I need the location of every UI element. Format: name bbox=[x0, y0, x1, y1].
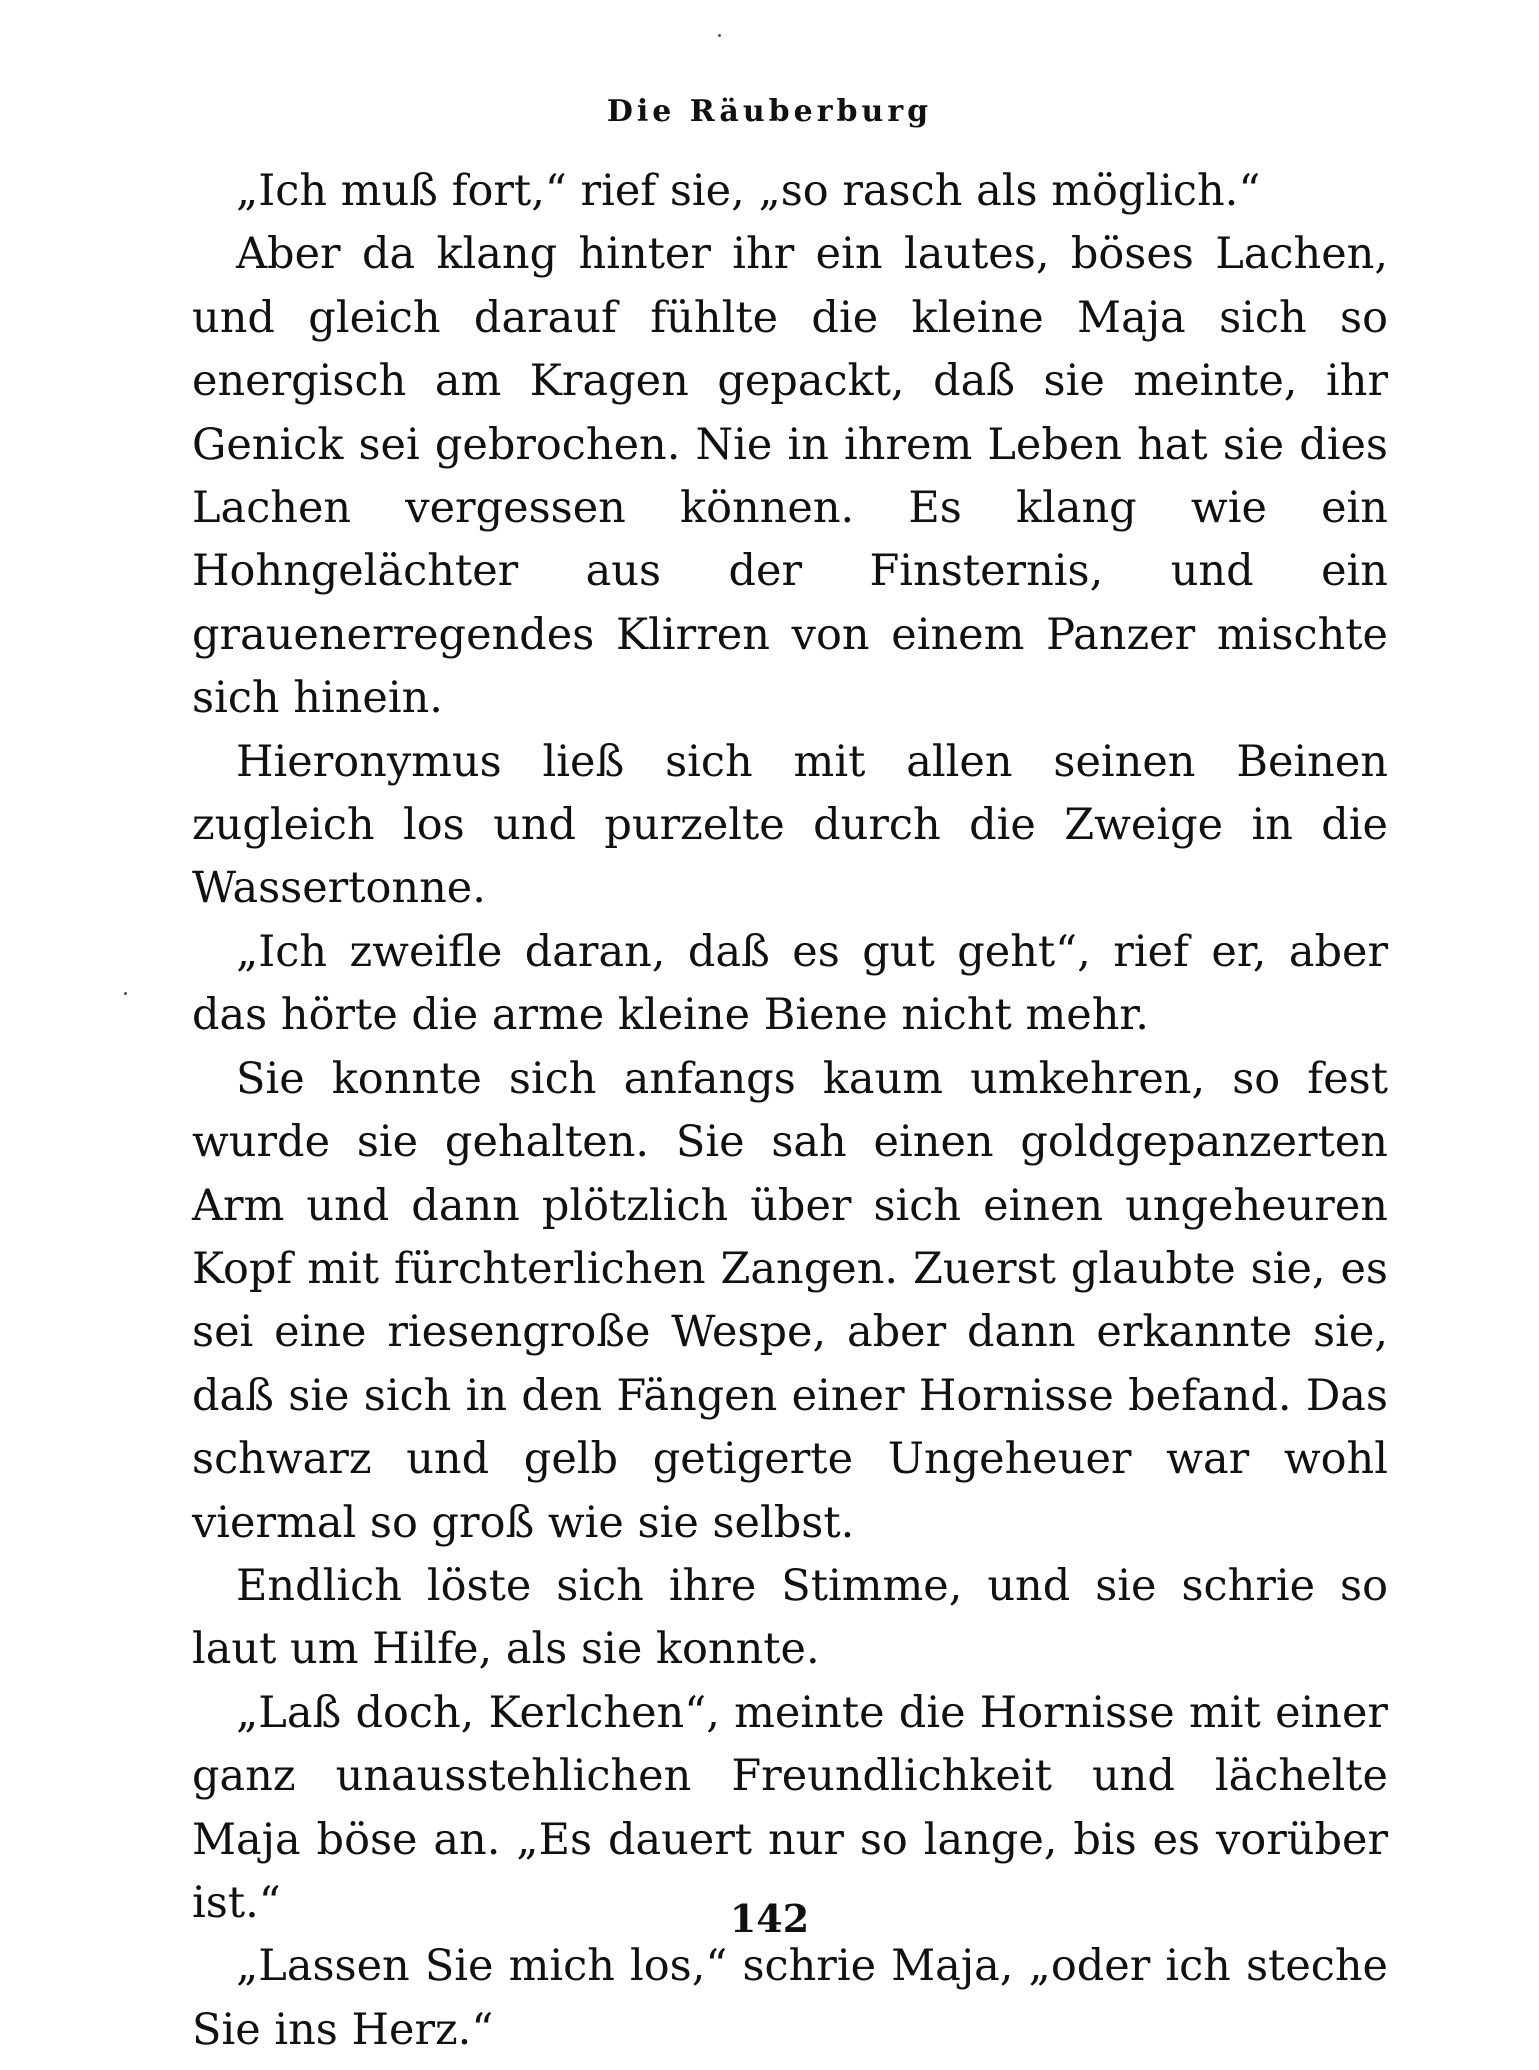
paragraph-4: „Ich zweifle daran, daß es gut geht“, rief er, aber das hörte die arme kleine Biene nicht mehr. bbox=[192, 926, 1388, 1041]
paragraph-1: „Ich muß fort,“ rief sie, „so rasch als möglich.“ bbox=[236, 166, 1261, 216]
running-title: Die Räuberburg bbox=[606, 94, 933, 129]
page-number: 142 bbox=[729, 1896, 810, 1941]
paragraph-7: „Laß doch, Kerlchen“, meinte die Hornisse mit einer ganz unausstehlichen Freundlichkeit und lächelte Maja böse an. „Es dauert nur so lange, bis es vorüber ist.“ bbox=[192, 1687, 1388, 1928]
scan-speck bbox=[124, 992, 127, 995]
body-text bbox=[192, 160, 1388, 2062]
paragraph-5: Sie konnte sich anfangs kaum umkehren, so fest wurde sie gehalten. Sie sah einen goldgepanzerten Arm und dann plötzlich über sich einen ungeheuren Kopf mit fürchterlichen Zangen. Zuerst glaubte sie, es sei eine riesengroße Wespe, aber dann erkannte sie, daß sie sich in den Fängen einer Hornisse befand. Das schwarz und gelb getigerte Ungeheuer war wohl viermal so groß wie sie selbst. bbox=[192, 1053, 1388, 1548]
paragraph-6: Endlich löste sich ihre Stimme, und sie schrie so laut um Hilfe, als sie konnte. bbox=[192, 1560, 1388, 1675]
paragraph-8: „Lassen Sie mich los,“ schrie Maja, „oder ich steche Sie ins Herz.“ bbox=[192, 1941, 1388, 2055]
scan-speck bbox=[718, 34, 721, 37]
paragraph-2: Aber da klang hinter ihr ein lautes, böses Lachen, und gleich darauf fühlte die kleine Maja sich so energisch am Kragen gepackt, daß sie meinte, ihr Genick sei gebrochen. Nie in ihrem Leben hat sie dies Lachen vergessen können. Es klang wie ein Hohngelächter aus der Finsternis, und ein grauenerregendes Klirren von einem Panzer mischte sich hinein. bbox=[192, 229, 1388, 724]
paragraph-3: Hieronymus ließ sich mit allen seinen Beinen zugleich los und purzelte durch die Zweige in die Wassertonne. bbox=[192, 736, 1388, 914]
